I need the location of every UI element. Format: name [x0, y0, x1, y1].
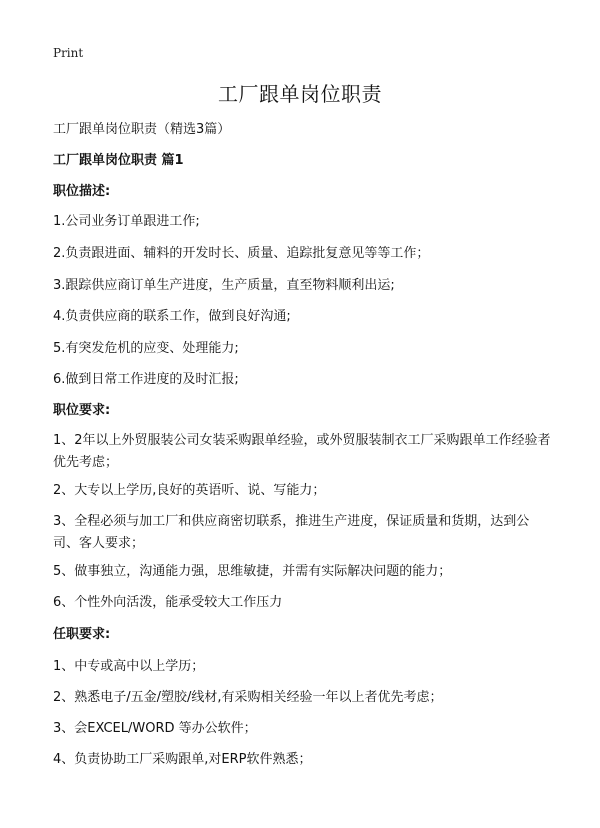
list-item: 5.有突发危机的应变、处理能力;: [53, 341, 239, 356]
list-item: 1、2年以上外贸服装公司女装采购跟单经验，或外贸服装制衣工厂采购跟单工作经验者优先考虑；: [53, 433, 551, 470]
print-link[interactable]: Print: [53, 46, 84, 60]
list-item: 6.做到日常工作进度的及时汇报;: [53, 372, 239, 387]
list-item: 5、做事独立，沟通能力强，思维敏捷，并需有实际解决问题的能力；: [53, 564, 452, 579]
section-heading-job-description: 职位描述:: [53, 184, 111, 199]
list-item: 3.跟踪供应商订单生产进度，生产质量，直至物料顺利出运;: [53, 278, 395, 293]
list-item: 2.负责跟进面、辅料的开发时长、质量、追踪批复意见等等工作；: [53, 246, 430, 261]
section-heading-qualifications: 任职要求:: [53, 627, 111, 642]
list-item: 1、中专或高中以上学历；: [53, 659, 205, 674]
list-item: 4.负责供应商的联系工作，做到良好沟通;: [53, 309, 291, 324]
list-item: 4、负责协助工厂采购跟单,对ERP软件熟悉；: [53, 752, 312, 767]
list-item: 3、会EXCEL/WORD 等办公软件；: [53, 721, 257, 736]
list-item: 2、大专以上学历,良好的英语听、说、写能力；: [53, 483, 326, 498]
list-item: 6、个性外向活泼，能承受较大工作压力: [53, 595, 283, 610]
list-item: 1.公司业务订单跟进工作;: [53, 214, 200, 229]
article-heading: 工厂跟单岗位职责 篇1: [53, 153, 184, 168]
section-heading-job-requirements: 职位要求:: [53, 403, 111, 418]
document-subtitle: 工厂跟单岗位职责（精选3篇）: [53, 122, 231, 137]
page-title: 工厂跟单岗位职责: [218, 82, 382, 106]
list-item: 2、熟悉电子/五金/塑胶/线材,有采购相关经验一年以上者优先考虑；: [53, 690, 443, 705]
list-item: 3、全程必须与加工厂和供应商密切联系，推进生产进度，保证质量和货期，达到公司、客人要求；: [53, 514, 530, 551]
